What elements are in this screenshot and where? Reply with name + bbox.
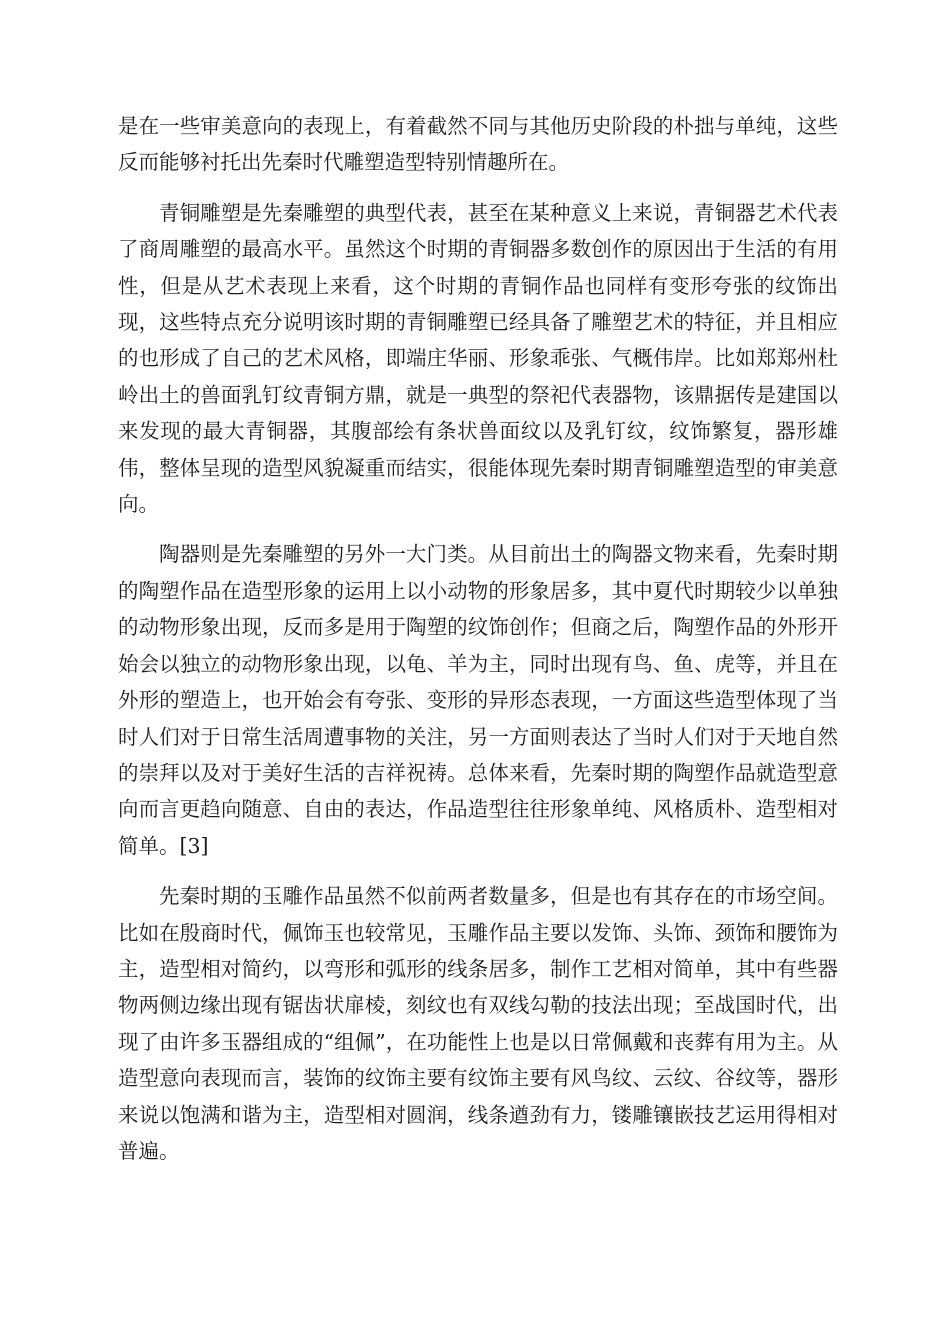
paragraph-1: 是在一些审美意向的表现上，有着截然不同与其他历史阶段的朴拙与单纯，这些反而能够衬托出先秦时代雕塑造型特别情趣所在。: [118, 114, 838, 175]
paragraph-4: 先秦时期的玉雕作品虽然不似前两者数量多，但是也有其存在的市场空间。比如在殷商时代，佩饰玉也较常见，玉雕作品主要以发饰、头饰、颈饰和腰饰为主，造型相对简约，以弯形和弧形的线条居多，制作工艺相对简单，其中有些器物两侧边缘出现有锯齿状扉棱，刻纹也有双线勾勒的技法出现；至战国时代，出现了由许多玉器组成的“组佩”，在功能性上也是以日常佩戴和丧葬有用为主。从造型意向表现而言，装饰的纹饰主要有纹饰主要有风鸟纹、云纹、谷纹等，器形来说以饱满和谐为主，造型相对圆润，线条遒劲有力，镂雕镶嵌技艺运用得相对普遍。: [118, 884, 838, 1163]
paragraph-2: 青铜雕塑是先秦雕塑的典型代表，甚至在某种意义上来说，青铜器艺术代表了商周雕塑的最高水平。虽然这个时期的青铜器多数创作的原因出于生活的有用性，但是从艺术表现上来看，这个时期的青铜作品也同样有变形夸张的纹饰出现，这些特点充分说明该时期的青铜雕塑已经具备了雕塑艺术的特征，并且相应的也形成了自己的艺术风格，即端庄华丽、形象乖张、气概伟岸。比如郑郑州杜岭出土的兽面乳钉纹青铜方鼎，就是一典型的祭祀代表器物，该鼎据传是建国以来发现的最大青铜器，其腹部绘有条状兽面纹以及乳钉纹，纹饰繁复，器形雄伟，整体呈现的造型风貌凝重而结实，很能体现先秦时期青铜雕塑造型的审美意向。: [118, 200, 838, 517]
document-body: [118, 108, 838, 1183]
paragraph-3: 陶器则是先秦雕塑的另外一大门类。从目前出土的陶器文物来看，先秦时期的陶塑作品在造型形象的运用上以小动物的形象居多，其中夏代时期较少以单独的动物形象出现，反而多是用于陶塑的纹饰创作；但商之后，陶塑作品的外形开始会以独立的动物形象出现，以龟、羊为主，同时出现有鸟、鱼、虎等，并且在外形的塑造上，也开始会有夸张、变形的异形态表现，一方面这些造型体现了当时人们对于日常生活周遭事物的关注，另一方面则表达了当时人们对于天地自然的崇拜以及对于美好生活的吉祥祝祷。总体来看，先秦时期的陶塑作品就造型意向而言更趋向随意、自由的表达，作品造型往往形象单纯、风格质朴、造型相对简单。[3]: [118, 542, 838, 858]
